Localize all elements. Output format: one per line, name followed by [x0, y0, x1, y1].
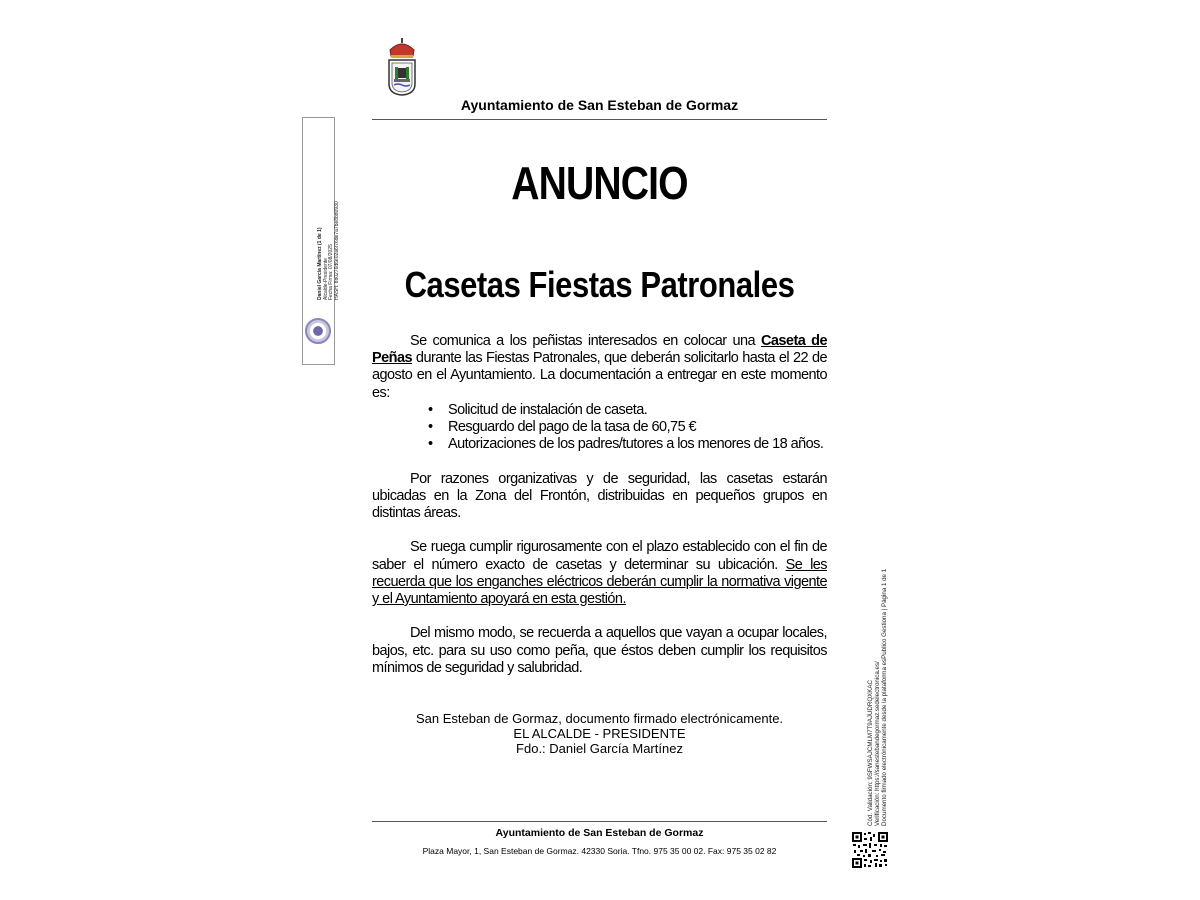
- paragraph-premises: Del mismo modo, se recuerda a aquellos que vayan a ocupar locales, bajos, etc. para su uso como peña, que éstos deben cumplir los requisitos mínimos de seguridad y salubridad.: [372, 625, 827, 676]
- list-item-text: Autorizaciones de los padres/tutores a los menores de 18 años.: [448, 436, 824, 453]
- signature-stamp-text: [318, 201, 340, 300]
- page-subtitle: Casetas Fiestas Patronales: [404, 264, 795, 305]
- stamp-date: Fecha Firma: 07/08/2025: [328, 244, 335, 300]
- header-divider: [372, 119, 827, 120]
- footer-organization: Ayuntamiento de San Esteban de Gormaz: [495, 827, 704, 839]
- caseta-de-penas-emphasis: Caseta de Peñas: [372, 333, 827, 367]
- paragraph-intro-text: Se comunica a los peñistas interesados en colocar una: [410, 333, 761, 349]
- bullet-icon: •: [428, 436, 433, 453]
- footer-divider: [372, 821, 827, 822]
- signature-role: EL ALCALDE - PRESIDENTE: [513, 726, 686, 741]
- stamp-role: Alcalde-Presidente: [322, 258, 329, 300]
- coat-of-arms-icon: [386, 38, 418, 96]
- header-organization: Ayuntamiento de San Esteban de Gormaz: [460, 97, 739, 113]
- list-item: [428, 419, 827, 436]
- electrical-notice: Se les recuerda que los enganches eléctricos deberán cumplir la normativa vigente y el Ayuntamiento apoyará en esta gestión.: [372, 556, 827, 608]
- bullet-icon: •: [428, 419, 433, 436]
- page-title: ANUNCIO: [511, 157, 688, 209]
- paragraph-intro: [372, 333, 827, 402]
- document-body: [372, 333, 827, 677]
- official-seal-icon: [305, 318, 331, 344]
- verification-text: [868, 569, 888, 826]
- platform-notice: Documento firmado electrónicamente desde la plataforma esPublico Gestiona | Página 1 de 1: [880, 568, 888, 826]
- footer-address: Plaza Mayor, 1, San Esteban de Gormaz. 42330 Soria. Tfno. 975 35 00 02. Fax: 975 35 02 82: [422, 846, 777, 856]
- list-item: [428, 401, 827, 419]
- stamp-hash: HASH: 8b0276d6e02a6f76de7a7be8bd0930: [333, 201, 340, 300]
- list-item: [428, 436, 827, 453]
- bullet-icon: •: [428, 401, 433, 418]
- signature-block: [372, 711, 827, 756]
- requirements-list: [372, 402, 827, 454]
- qr-code-icon: [852, 832, 888, 868]
- verification-url[interactable]: Verificación: https://sanestebandegormaz.sedelectronica.es/: [873, 661, 881, 826]
- paragraph-deadline: [372, 539, 827, 608]
- signature-place: San Esteban de Gormaz, documento firmado electrónicamente.: [415, 711, 784, 726]
- signature-name: Fdo.: Daniel García Martínez: [516, 741, 683, 756]
- list-item-text: Solicitud de instalación de caseta.: [448, 401, 648, 418]
- validation-code: Cód. Validación: 9SFWSAJCMLM7T9AJUDRQXKAC: [867, 679, 874, 826]
- paragraph-deadline-text: Se ruega cumplir rigurosamente con el plazo establecido con el fin de saber el número exacto de casetas y determinar su ubicación.: [372, 539, 827, 573]
- list-item-text: Resguardo del pago de la tasa de 60,75 €: [448, 419, 697, 436]
- paragraph-intro-text-2: durante las Fiestas Patronales, que deberán solicitarlo hasta el 22 de agosto en el Ayuntamiento. La documentación a entregar en este momento es:: [372, 350, 827, 401]
- stamp-signer: Daniel García Martínez (1 de 1): [317, 227, 323, 300]
- paragraph-location: Por razones organizativas y de seguridad, las casetas estarán ubicadas en la Zona del Frontón, distribuidas en pequeños grupos en distintas áreas.: [372, 470, 827, 522]
